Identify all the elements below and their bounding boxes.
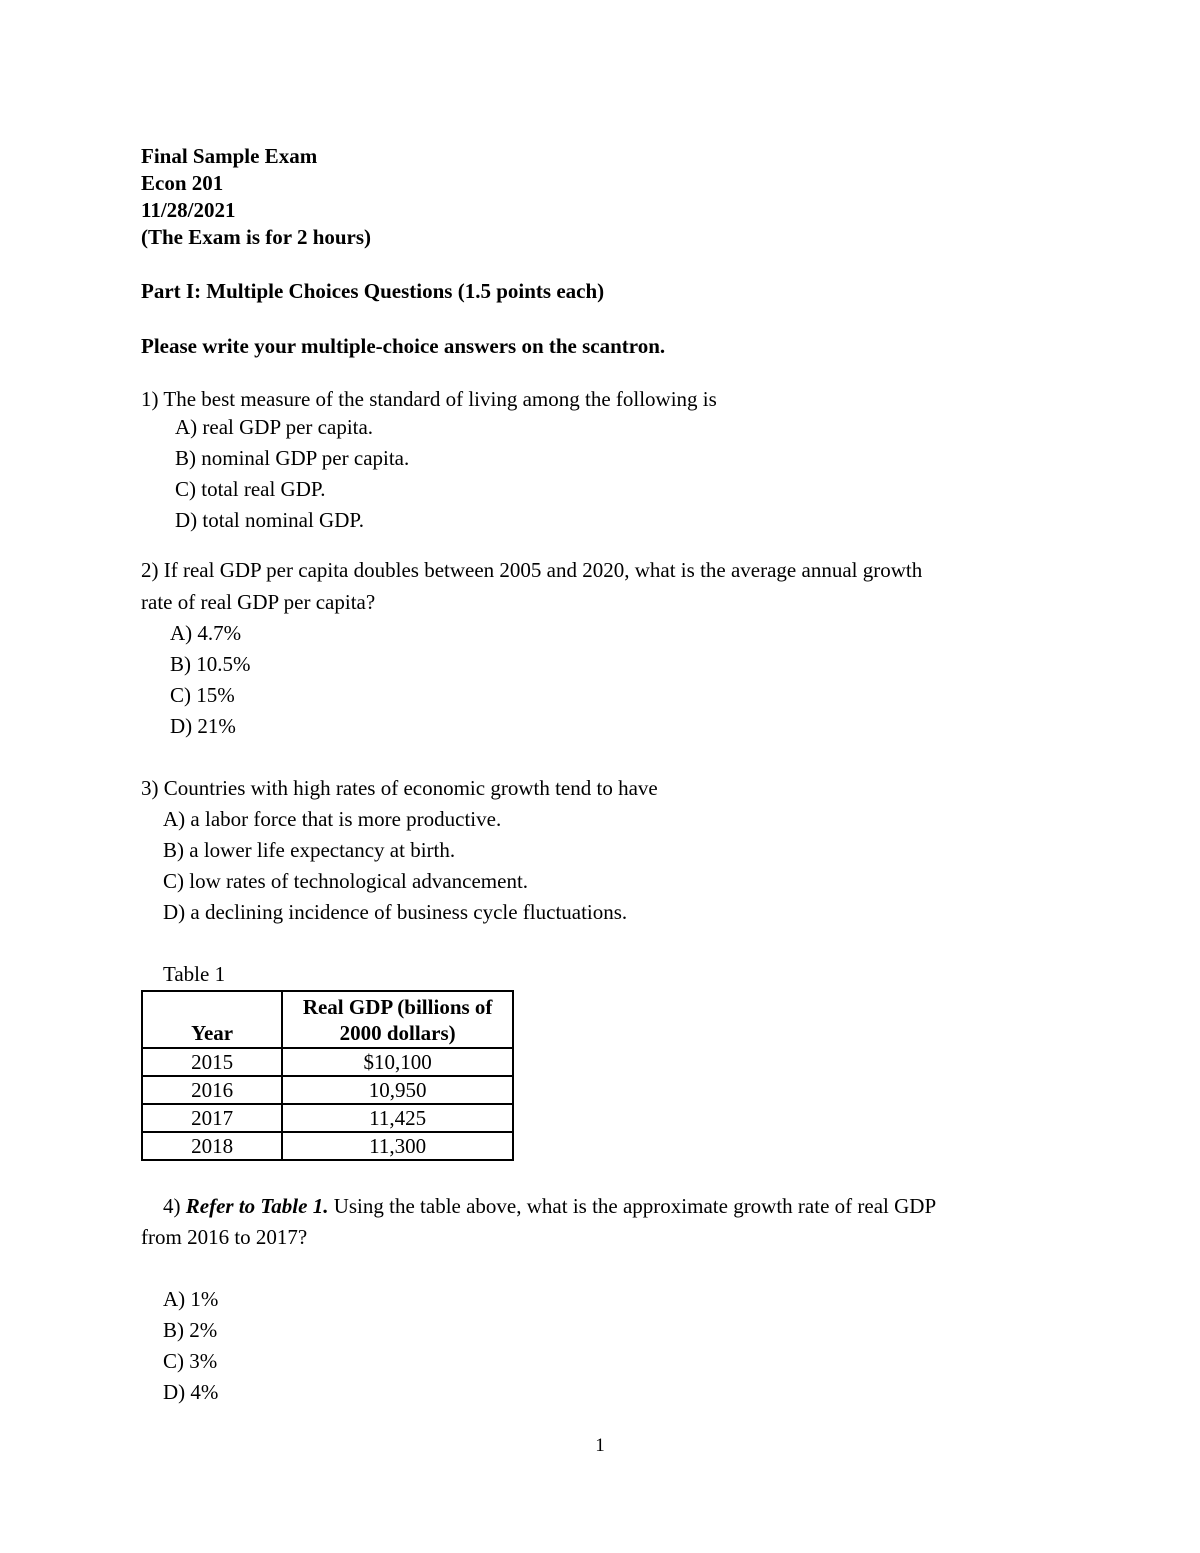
gdp-table	[141, 990, 514, 1161]
question-1-stem: 1) The best measure of the standard of living among the following is	[141, 387, 717, 411]
question-3-choice-b: B) a lower life expectancy at birth.	[163, 838, 456, 862]
question-2-choice-d: D) 21%	[170, 714, 236, 738]
instruction-text: Please write your multiple-choice answers on the scantron.	[141, 334, 666, 358]
question-2-choice-a: A) 4.7%	[170, 621, 242, 645]
question-2-choice-c: C) 15%	[170, 683, 235, 707]
table-header-row	[142, 991, 513, 1048]
table-caption: Table 1	[163, 962, 226, 986]
question-3-choice-c: C) low rates of technological advancement.	[163, 869, 529, 893]
gdp-column-header	[282, 991, 513, 1048]
question-1-choice-d: D) total nominal GDP.	[175, 508, 364, 532]
question-3-choice-d: D) a declining incidence of business cycle fluctuations.	[163, 900, 628, 924]
gdp-header-line1: Real GDP (billions of	[302, 995, 493, 1019]
question-4-stem-text: Using the table above, what is the approximate growth rate of real GDP	[328, 1194, 937, 1218]
table-row	[142, 1104, 513, 1132]
gdp-cell: 11,300	[282, 1132, 513, 1160]
question-1-choice-a: A) real GDP per capita.	[175, 415, 374, 439]
course-name: Econ 201	[141, 171, 224, 195]
exam-duration: (The Exam is for 2 hours)	[141, 225, 372, 249]
question-4-stem-line2: from 2016 to 2017?	[141, 1225, 308, 1249]
question-2-stem-line2: rate of real GDP per capita?	[141, 590, 376, 614]
question-1-choice-c: C) total real GDP.	[175, 477, 326, 501]
year-cell: 2018	[142, 1132, 282, 1160]
table-row	[142, 1132, 513, 1160]
question-1-choice-b: B) nominal GDP per capita.	[175, 446, 410, 470]
exam-date: 11/28/2021	[141, 198, 236, 222]
table-row	[142, 1076, 513, 1104]
question-4-choice-b: B) 2%	[163, 1318, 218, 1342]
gdp-cell: 11,425	[282, 1104, 513, 1132]
question-2-stem: 2) If real GDP per capita doubles between 2005 and 2020, what is the average annual growth	[141, 558, 923, 582]
exam-title: Final Sample Exam	[141, 144, 318, 168]
gdp-cell: $10,100	[282, 1048, 513, 1076]
question-4-number: 4)	[163, 1194, 186, 1218]
year-cell: 2017	[142, 1104, 282, 1132]
gdp-header-line2: 2000 dollars)	[339, 1021, 456, 1045]
question-3-choice-a: A) a labor force that is more productive.	[163, 807, 502, 831]
page-number: 1	[595, 1435, 605, 1456]
part-heading: Part I: Multiple Choices Questions (1.5 points each)	[141, 279, 605, 303]
question-2-choice-b: B) 10.5%	[170, 652, 251, 676]
year-column-header: Year	[142, 991, 282, 1048]
question-4-table-reference: Refer to Table 1.	[185, 1194, 329, 1218]
question-3-stem: 3) Countries with high rates of economic growth tend to have	[141, 776, 658, 800]
question-4-choice-c: C) 3%	[163, 1349, 218, 1373]
table-row	[142, 1048, 513, 1076]
gdp-cell: 10,950	[282, 1076, 513, 1104]
question-4-choice-a: A) 1%	[163, 1287, 219, 1311]
year-cell: 2016	[142, 1076, 282, 1104]
question-4-choice-d: D) 4%	[163, 1380, 219, 1404]
year-cell: 2015	[142, 1048, 282, 1076]
question-4-stem	[163, 1196, 936, 1217]
